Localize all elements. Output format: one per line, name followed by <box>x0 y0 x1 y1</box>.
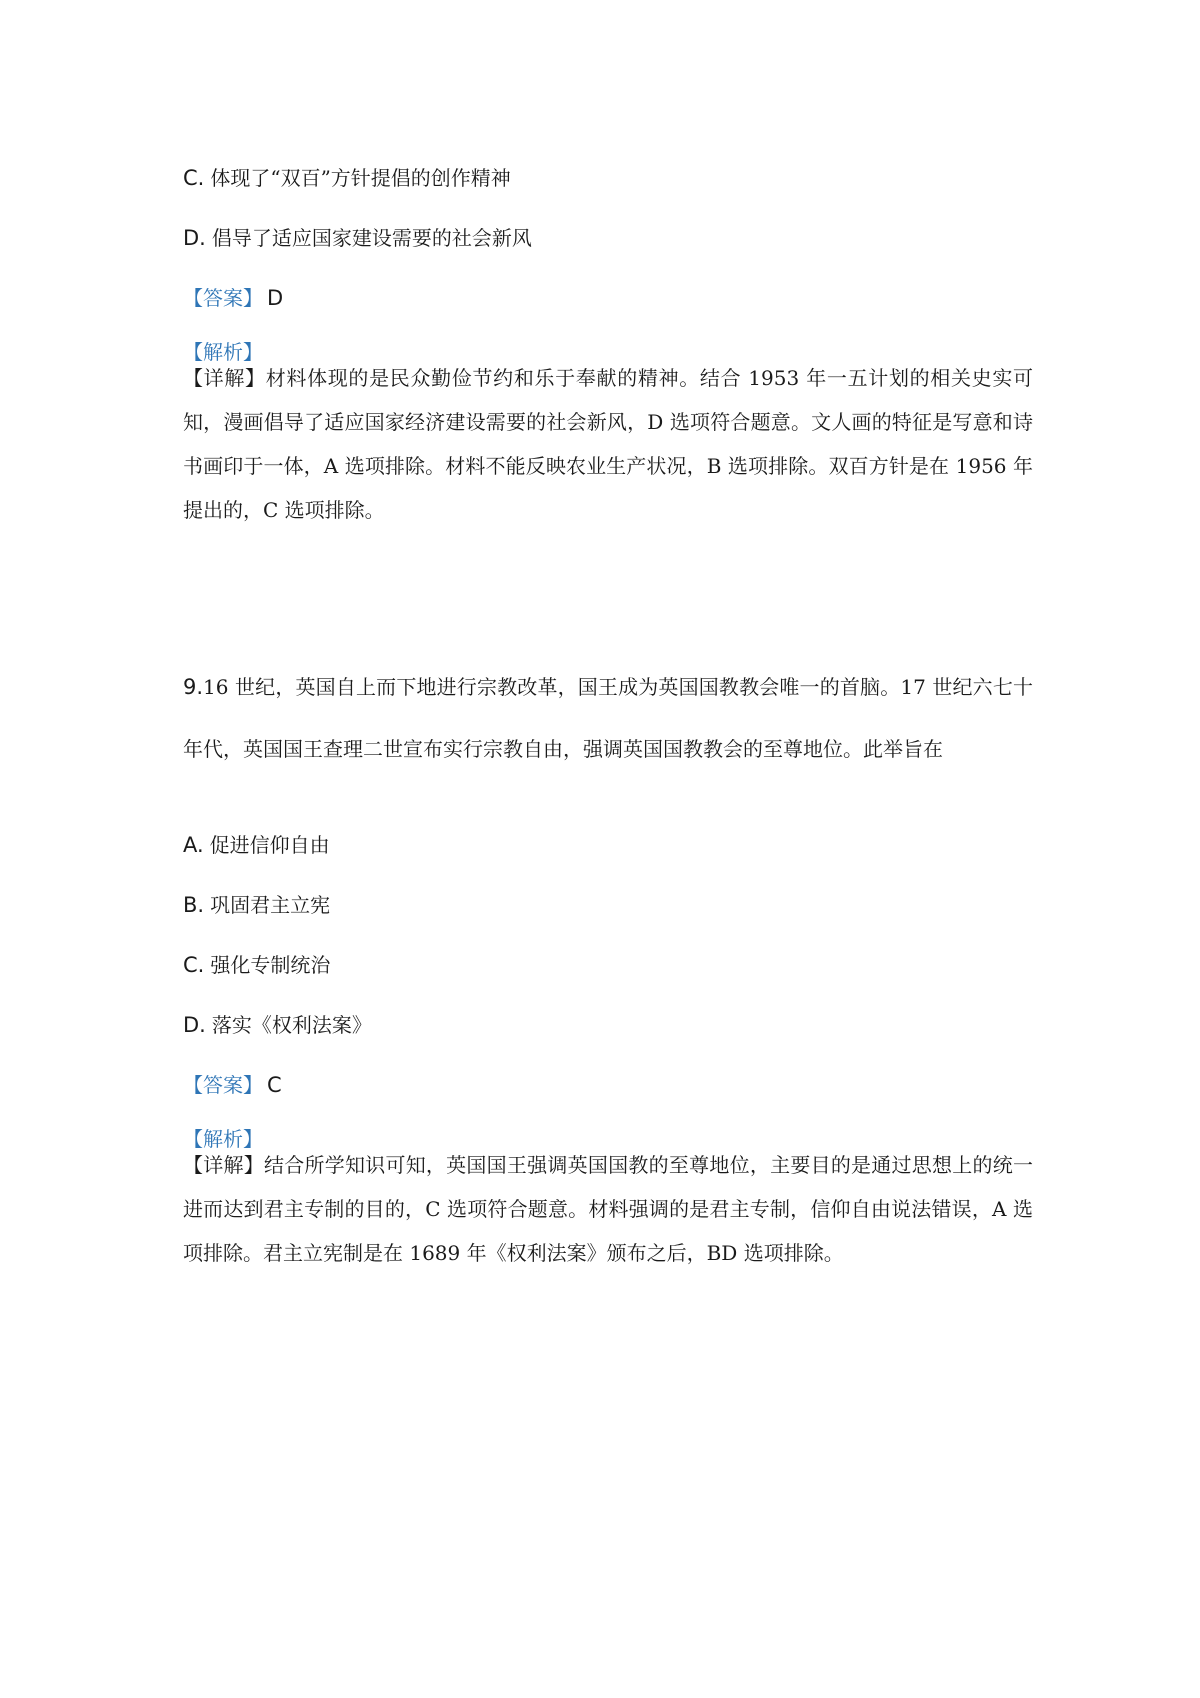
option-letter: D. <box>183 226 206 250</box>
option-letter: A. <box>183 833 204 857</box>
detail-label: 【详解】 <box>183 366 266 390</box>
q9-option-d <box>183 1010 1033 1040</box>
q9-option-a <box>183 830 1033 860</box>
detail-label: 【详解】 <box>183 1153 264 1177</box>
analysis-label: 【解析】 <box>183 1127 263 1151</box>
option-letter: D. <box>183 1013 206 1037</box>
q8-answer <box>183 283 1033 313</box>
analysis-label: 【解析】 <box>183 340 263 364</box>
q9-option-b <box>183 890 1033 920</box>
option-text: 体现了“双百”方针提倡的创作精神 <box>210 166 511 190</box>
q9-detail <box>183 1143 1033 1275</box>
answer-label: 【答案】 <box>183 1073 263 1097</box>
question-stem: 16 世纪，英国自上而下地进行宗教改革，国王成为英国国教教会唯一的首脑。17 世纪六七十年代，英国国王查理二世宣布实行宗教自由，强调英国国教教会的至尊地位。此举旨在 <box>183 675 1033 761</box>
q8-option-d <box>183 223 1033 253</box>
option-letter: C. <box>183 953 205 977</box>
option-text: 强化专制统治 <box>210 953 331 977</box>
q8-detail <box>183 356 1033 532</box>
question-number: 9. <box>183 675 204 699</box>
answer-label: 【答案】 <box>183 286 263 310</box>
answer-value: C <box>267 1073 282 1097</box>
q9-stem <box>183 656 1033 780</box>
option-letter: C. <box>183 166 205 190</box>
detail-text: 材料体现的是民众勤俭节约和乐于奉献的精神。结合 1953 年一五计划的相关史实可知，漫画倡导了适应国家经济建设需要的社会新风，D 选项符合题意。文人画的特征是写意和诗书画印于一体，A 选项排除。材料不能反映农业生产状况，B 选项排除。双百方针是在 1956 年提出的，C 选项排除。 <box>183 366 1034 522</box>
answer-value: D <box>267 286 284 310</box>
option-text: 落实《权利法案》 <box>211 1013 372 1037</box>
detail-text: 结合所学知识可知，英国国王强调英国国教的至尊地位，主要目的是通过思想上的统一进而达到君主专制的目的，C 选项符合题意。材料强调的是君主专制，信仰自由说法错误，A 选项排除。君主立宪制是在 1689 年《权利法案》颁布之后，BD 选项排除。 <box>183 1153 1034 1265</box>
q8-option-c <box>183 163 1033 193</box>
option-text: 巩固君主立宪 <box>210 893 331 917</box>
q9-option-c <box>183 950 1033 980</box>
option-letter: B. <box>183 893 205 917</box>
option-text: 倡导了适应国家建设需要的社会新风 <box>211 226 532 250</box>
option-text: 促进信仰自由 <box>209 833 330 857</box>
q9-answer <box>183 1070 1033 1100</box>
